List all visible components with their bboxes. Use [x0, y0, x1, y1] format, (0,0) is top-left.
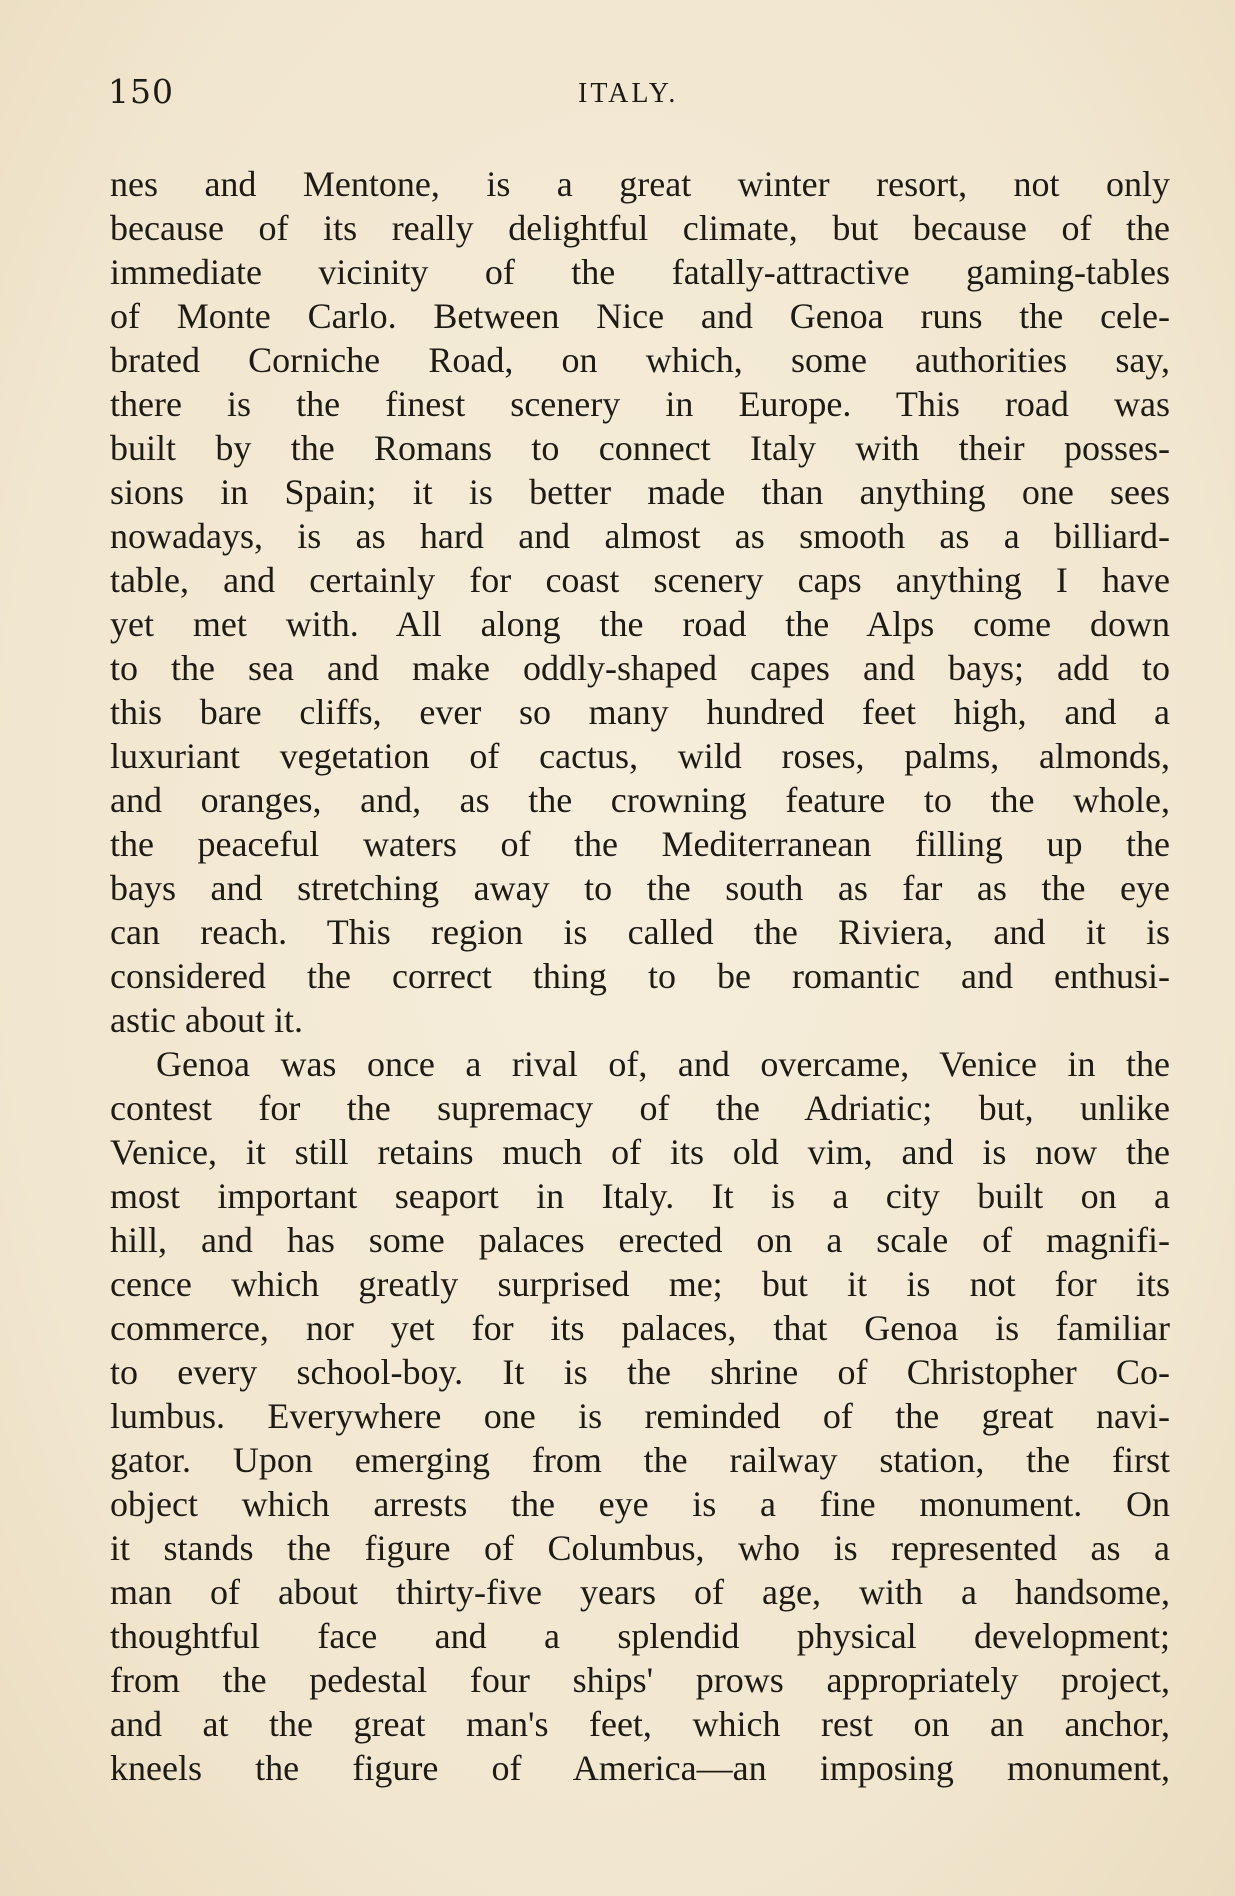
text-line: to the sea and make oddly-shaped capes and bays; add to	[110, 648, 1170, 688]
text-line: kneels the figure of America—an imposing monument,	[110, 1748, 1170, 1788]
text-line: bays and stretching away to the south as far as the eye	[110, 868, 1170, 908]
body-text	[110, 162, 1170, 1790]
page-header	[108, 72, 1168, 122]
text-line: to every school-boy. It is the shrine of Christopher Co-	[110, 1352, 1170, 1392]
text-line: object which arrests the eye is a fine monument. On	[110, 1484, 1170, 1524]
text-line: brated Corniche Road, on which, some authorities say,	[110, 340, 1170, 380]
running-head: ITALY.	[578, 78, 679, 109]
text-line: gator. Upon emerging from the railway station, the first	[110, 1440, 1170, 1480]
text-line: man of about thirty-five years of age, with a handsome,	[110, 1572, 1170, 1612]
text-line: because of its really delightful climate, but because of the	[110, 208, 1170, 248]
text-line: built by the Romans to connect Italy with their posses-	[110, 428, 1170, 468]
text-line: there is the finest scenery in Europe. This road was	[110, 384, 1170, 424]
text-line: luxuriant vegetation of cactus, wild roses, palms, almonds,	[110, 736, 1170, 776]
text-line: and at the great man's feet, which rest on an anchor,	[110, 1704, 1170, 1744]
text-line: hill, and has some palaces erected on a scale of magnifi-	[110, 1220, 1170, 1260]
text-line: lumbus. Everywhere one is reminded of the great navi-	[110, 1396, 1170, 1436]
page-number: 150	[108, 72, 174, 111]
text-line: yet met with. All along the road the Alps come down	[110, 604, 1170, 644]
text-line: Venice, it still retains much of its old vim, and is now the	[110, 1132, 1170, 1172]
text-line: from the pedestal four ships' prows appropriately project,	[110, 1660, 1170, 1700]
text-line: nowadays, is as hard and almost as smooth as a billiard-	[110, 516, 1170, 556]
text-line: immediate vicinity of the fatally-attractive gaming-tables	[110, 252, 1170, 292]
text-line: contest for the supremacy of the Adriatic; but, unlike	[110, 1088, 1170, 1128]
text-line: can reach. This region is called the Riviera, and it is	[110, 912, 1170, 952]
text-line: sions in Spain; it is better made than anything one sees	[110, 472, 1170, 512]
text-line: the peaceful waters of the Mediterranean filling up the	[110, 824, 1170, 864]
text-line: commerce, nor yet for its palaces, that Genoa is familiar	[110, 1308, 1170, 1348]
text-line: this bare cliffs, ever so many hundred feet high, and a	[110, 692, 1170, 732]
paragraph-end-line: astic about it.	[110, 1000, 303, 1040]
text-line: cence which greatly surprised me; but it is not for its	[110, 1264, 1170, 1304]
text-line: of Monte Carlo. Between Nice and Genoa runs the cele-	[110, 296, 1170, 336]
text-line: nes and Mentone, is a great winter resort, not only	[110, 164, 1170, 204]
text-line: and oranges, and, as the crowning feature to the whole,	[110, 780, 1170, 820]
text-line: considered the correct thing to be romantic and enthusi-	[110, 956, 1170, 996]
text-line: thoughtful face and a splendid physical development;	[110, 1616, 1170, 1656]
text-line: table, and certainly for coast scenery caps anything I have	[110, 560, 1170, 600]
text-line: most important seaport in Italy. It is a city built on a	[110, 1176, 1170, 1216]
paragraph-start-line: Genoa was once a rival of, and overcame, Venice in the	[156, 1044, 1170, 1084]
text-line: it stands the figure of Columbus, who is represented as a	[110, 1528, 1170, 1568]
